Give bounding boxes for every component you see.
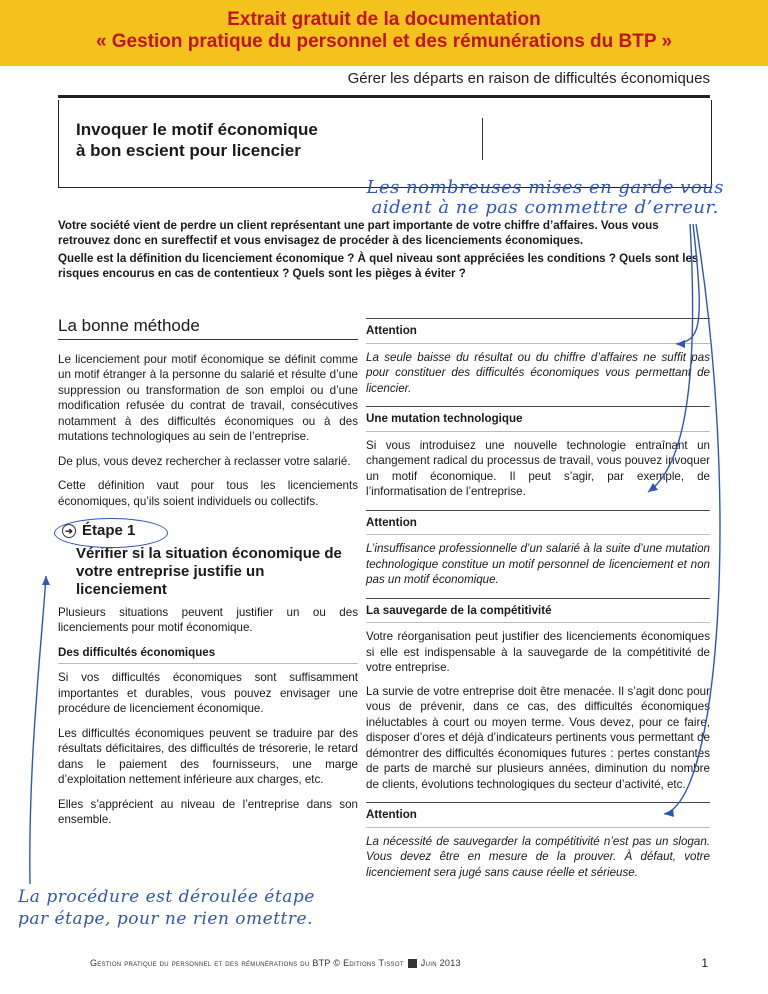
intro-paragraph-1: Votre société vient de perdre un client représentant une part importante de votre chiffre d’affaires. Vous vous retrouvez donc en sureffectif et vous envisagez de procéder à des licenciements économiques. [58, 219, 659, 247]
annotation-top-line-2: aident à ne pas commettre d’erreur. [371, 197, 719, 218]
annotation-top-line-1: Les nombreuses mises en garde vous [366, 177, 724, 198]
etape-title: Vérifier si la situation économique de votre entreprise justifie un licenciement [76, 544, 342, 598]
section-subtitle: Gérer les départs en raison de difficultés économiques [347, 70, 710, 87]
arrowhead-2 [676, 340, 685, 348]
attention-3-heading: Attention [366, 807, 710, 828]
annotation-bottom-line-2: par étape, pour ne rien omettre. [18, 909, 313, 929]
left-paragraph-2: De plus, vous devez rechercher à reclasser votre salarié. [58, 454, 351, 468]
technologie-heading: Une mutation technologique [366, 411, 710, 432]
annotation-arrow-2 [676, 224, 699, 344]
competitivite-heading: La sauvegarde de la compétitivité [366, 603, 710, 624]
footer-text: Gestion pratique du personnel et des rémunérations du BTP © Editions Tissot [90, 958, 404, 968]
attention-3-text: La nécessité de sauvegarder la compétitivité n’est pas un slogan. Vous devez être en mesure de la prouver. À défaut, votre licenciement sera jugé sans cause réelle et sérieuse. [366, 834, 710, 879]
attention-1-text: La seule baisse du résultat ou du chiffre d’affaires ne suffit pas pour constituer des difficultés économiques vous permettant de licencier. [366, 350, 710, 395]
left-paragraph-1: Le licenciement pour motif économique se définit comme un motif étranger à la personne du salarié et résulte d’une suppression ou transformation de son emploi ou d’une modification refusée du contrat de travail, consécutives notamment à des difficultés économiques ou à des mutations technologiques au sein de l’entreprise. [58, 352, 358, 443]
annotation-arrow-4 [30, 576, 46, 884]
technologie-text: Si vous introduisez une nouvelle technologie entraînant un changement radical du processus de travail, vous pouvez invoquer un motif économique. Il peut s’agir, par exemple, de l’informatisation de l’entreprise. [366, 438, 710, 498]
etape-label-text: Étape 1 [82, 522, 136, 539]
attention-2-heading: Attention [366, 515, 710, 536]
banner-line-1: Extrait gratuit de la documentation [227, 9, 541, 30]
attention-2-text: L’insuffisance professionnelle d’un salarié à la suite d’une mutation technologique constitue un motif personnel de licenciement et non pas un motif économique. [366, 542, 710, 586]
arrow-right-icon: ➔ [62, 524, 76, 538]
arrowhead-4 [42, 576, 50, 585]
left-paragraph-4: Plusieurs situations peuvent justifier un ou des licenciements pour motif économique. [58, 605, 358, 634]
left-paragraph-3: Cette définition vaut pour tous les licenciements économiques, qu’ils soient individuels ou collectifs. [58, 479, 358, 508]
banner-line-2: « Gestion pratique du personnel et des rémunérations du BTP » [95, 31, 673, 52]
left-paragraph-6: Les difficultés économiques peuvent se traduire par des résultats déficitaires, des difficultés de trésorerie, le retard dans le paiement des fournisseurs, une marge d’exploitation nettement inférieure aux charges, etc. [58, 726, 358, 786]
footer-date: Juin 2013 [420, 958, 461, 968]
title-line-2: à bon escient pour licencier [76, 141, 301, 160]
title-line-1: Invoquer le motif économique [76, 120, 318, 139]
footer [90, 958, 710, 968]
left-subheading: Des difficultés économiques [58, 645, 358, 665]
left-paragraph-5: Si vos difficultés économiques sont suffisamment importantes et durables, vous pouvez envisager une procédure de licenciement économique. [58, 671, 358, 715]
attention-1-heading: Attention [366, 323, 710, 344]
left-paragraph-7: Elles s’apprécient au niveau de l’entreprise dans son ensemble. [58, 797, 358, 826]
annotation-bottom-line-1: La procédure est déroulée étape [18, 887, 315, 907]
intro-paragraph-2: Quelle est la définition du licenciement économique ? À quel niveau sont appréciées les conditions ? Quels sont les risques encourus en cas de contentieux ? Quels sont les pièges à éviter ? [58, 252, 699, 280]
left-heading: La bonne méthode [58, 318, 358, 340]
annotation-arrow-1 [648, 224, 693, 492]
page-number: 1 [701, 956, 708, 970]
competitivite-text-1: Votre réorganisation peut justifier des licenciements économiques si elle est indispensable à la sauvegarde de la compétitivité de votre entreprise. [366, 630, 710, 674]
book-icon [408, 959, 417, 968]
competitivite-text-2: La survie de votre entreprise doit être menacée. Il s’agit donc pour vous de prévenir, dans ce cas, des difficultés économiques inéluctables à court ou moyen terme. Vous devez, pour ce faire, disposer d’ores et déjà d’indicateurs pertinents vous permettant de démontrer des difficultés économiques futures : pertes constantes de parts de marché sur plusieurs années, diminution du nombre de clients, évolutions technologiques du secteur d’activité, etc. [366, 684, 710, 791]
